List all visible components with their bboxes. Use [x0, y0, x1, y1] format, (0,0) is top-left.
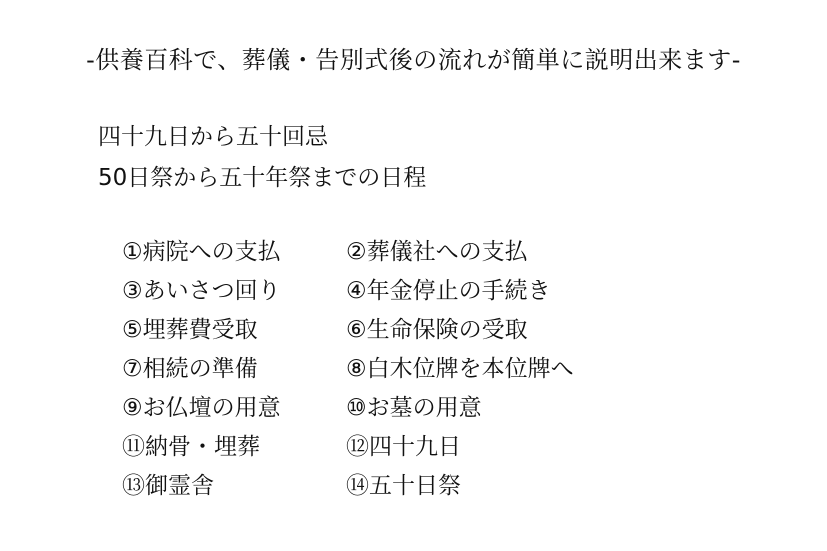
list-item: ②葬儀社への支払 [346, 239, 528, 265]
list-item: ⑬御霊舎 [122, 473, 214, 499]
subtitle-buddhist: 四十九日から五十回忌 [98, 124, 328, 150]
list-item: ⑭五十日祭 [346, 473, 461, 499]
list-item: ③あいさつ回り [122, 278, 281, 304]
list-row [122, 471, 682, 510]
list-item: ⑨お仏壇の用意 [122, 395, 281, 421]
headline: -供養百科で、葬儀・告別式後の流れが簡単に説明出来ます- [86, 46, 741, 74]
list-row [122, 276, 682, 315]
list-item: ⑧白木位牌を本位牌へ [346, 356, 574, 382]
list-item: ⑤埋葬費受取 [122, 317, 258, 343]
list-row [122, 315, 682, 354]
procedure-list [122, 237, 682, 510]
list-item: ④年金停止の手続き [346, 278, 551, 304]
list-item: ①病院への支払 [122, 239, 281, 265]
list-item: ⑫四十九日 [346, 434, 461, 460]
list-row [122, 432, 682, 471]
list-item: ⑪納骨・埋葬 [122, 434, 260, 460]
list-row [122, 237, 682, 276]
list-item: ⑥生命保険の受取 [346, 317, 528, 343]
list-item: ⑦相続の準備 [122, 356, 258, 382]
list-item: ⑩お墓の用意 [346, 395, 482, 421]
list-row [122, 354, 682, 393]
subtitle-shinto: 50日祭から五十年祭までの日程 [98, 165, 427, 191]
list-row [122, 393, 682, 432]
